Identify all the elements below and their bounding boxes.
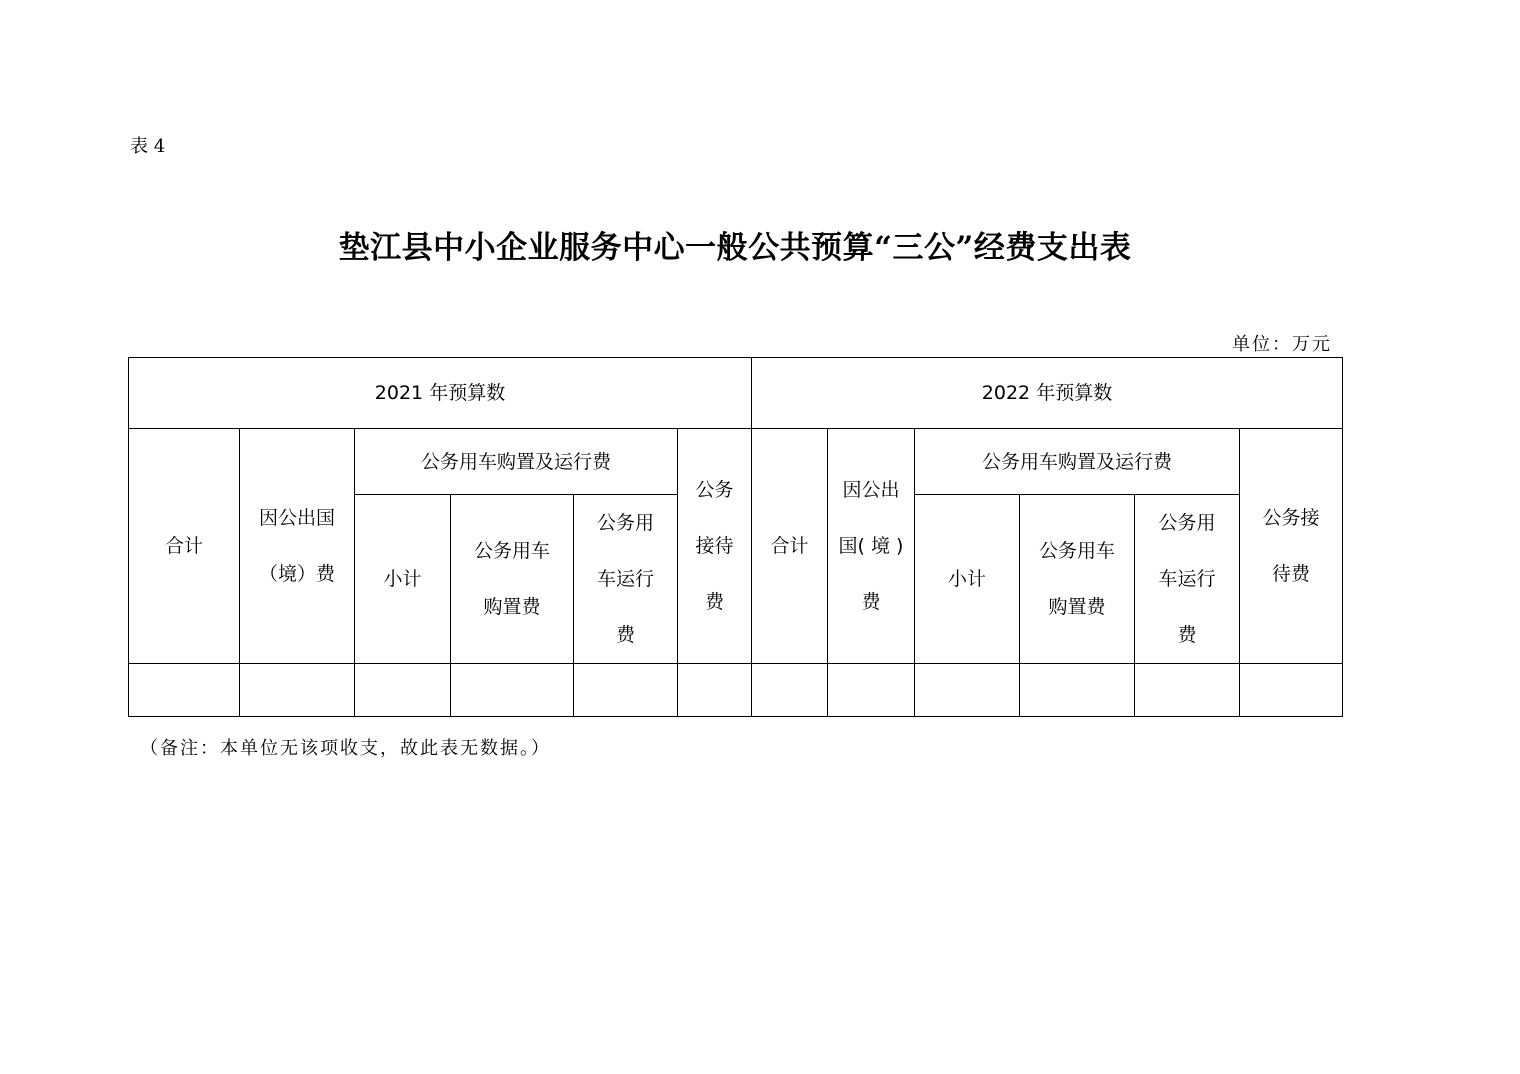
cell-2021-vehicle-purchase <box>451 664 574 717</box>
header-2022-vehicle-operation-line-2: 车运行 <box>1158 568 1216 590</box>
header-2021-budget: 2021 年预算数 <box>129 358 752 429</box>
header-2021-reception <box>678 429 752 664</box>
header-2022-reception-line-2: 待费 <box>1271 563 1310 585</box>
header-2022-vehicle-operation-line-1: 公务用 <box>1158 512 1216 534</box>
cell-2021-subtotal <box>355 664 451 717</box>
header-2021-vehicle-purchase-line-2: 购置费 <box>483 596 541 618</box>
header-2022-budget: 2022 年预算数 <box>752 358 1343 429</box>
data-row <box>129 664 1343 717</box>
header-2022-vehicle-purchase-line-2: 购置费 <box>1048 596 1106 618</box>
cell-2022-vehicle-purchase <box>1020 664 1135 717</box>
header-2021-vehicle-operation-line-1: 公务用 <box>596 512 654 534</box>
cell-2022-vehicle-operation <box>1135 664 1240 717</box>
header-2021-abroad-expense <box>240 429 355 664</box>
cell-2022-abroad <box>828 664 915 717</box>
three-public-expenses-table <box>128 357 1343 717</box>
category-header-row <box>129 429 1343 495</box>
header-2022-vehicle-purchase-line-1: 公务用车 <box>1038 540 1115 562</box>
header-2021-vehicle-purchase-line-1: 公务用车 <box>473 540 550 562</box>
header-2022-reception <box>1240 429 1343 664</box>
cell-2021-reception <box>678 664 752 717</box>
cell-2022-subtotal <box>915 664 1020 717</box>
header-2022-abroad-line-3: 费 <box>861 591 881 613</box>
page-title: 垫江县中小企业服务中心一般公共预算“三公”经费支出表 <box>338 230 1132 266</box>
header-2022-abroad-line-2: 国( 境 ) <box>838 535 904 557</box>
header-2021-reception-line-3: 费 <box>704 591 724 613</box>
header-2021-reception-line-1: 公务 <box>695 479 734 501</box>
header-2022-vehicle-operation-line-3: 费 <box>1177 624 1197 646</box>
header-2021-abroad-line-2: （境）费 <box>258 563 335 585</box>
header-2022-reception-line-1: 公务接 <box>1262 507 1320 529</box>
header-2022-subtotal: 小计 <box>915 495 1020 664</box>
header-2021-vehicle-group: 公务用车购置及运行费 <box>355 429 678 495</box>
header-2022-vehicle-purchase <box>1020 495 1135 664</box>
header-2022-vehicle-group: 公务用车购置及运行费 <box>915 429 1240 495</box>
header-2022-total: 合计 <box>752 429 828 664</box>
cell-2022-reception <box>1240 664 1343 717</box>
header-2022-vehicle-operation <box>1135 495 1240 664</box>
table-number-label: 表 4 <box>130 136 166 157</box>
cell-2022-total <box>752 664 828 717</box>
year-header-row <box>129 358 1343 429</box>
header-2021-reception-line-2: 接待 <box>695 535 734 557</box>
header-2021-vehicle-operation-line-2: 车运行 <box>596 568 654 590</box>
header-2021-total: 合计 <box>129 429 240 664</box>
cell-2021-abroad <box>240 664 355 717</box>
header-2021-vehicle-operation <box>574 495 678 664</box>
unit-label: 单位：万元 <box>1232 334 1332 355</box>
header-2022-abroad-expense <box>828 429 915 664</box>
header-2021-subtotal: 小计 <box>355 495 451 664</box>
header-2022-abroad-line-1: 因公出 <box>842 479 900 501</box>
header-2021-vehicle-operation-line-3: 费 <box>615 624 635 646</box>
header-2021-vehicle-purchase <box>451 495 574 664</box>
cell-2021-vehicle-operation <box>574 664 678 717</box>
header-2021-abroad-line-1: 因公出国 <box>258 507 335 529</box>
table-note: （备注：本单位无该项收支，故此表无数据。） <box>140 738 551 759</box>
cell-2021-total <box>129 664 240 717</box>
